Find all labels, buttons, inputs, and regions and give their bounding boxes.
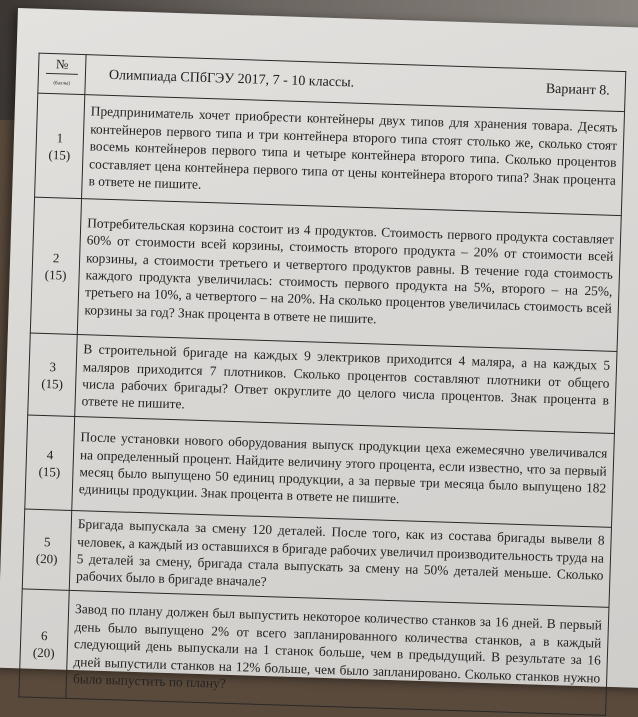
tasks-table [18,53,626,716]
task-text: В строительной бригаде на каждых 9 электриков приходится 4 маляра, а на каждых 5 маляров приходится 7 плотников. Сколько процентов составляют плотники от общего числа рабочих бригады? Ответ округлите до целого числа процентов. Знак процента в ответе не пишите. [75,335,617,434]
task-text: Бригада выпускала за смену 120 деталей. После того, как из состава бригады вывели 8 человек, а каждый из оставшихся в бригаде рабочих увеличил производительность труда на 5 деталей за смену, бригада стала выпускать за смену на 50% деталей меньше. Сколько рабочих было в бригаде вначале? [69,510,611,607]
task-number: 1 [56,129,64,145]
task-number: 4 [46,446,54,462]
task-number-cell [30,197,81,334]
task-number: 5 [43,533,51,549]
task-number: 3 [49,358,57,374]
task-points: (20) [35,550,58,567]
task-points: (15) [48,146,71,163]
task-text: Предприниматель хочет приобрести контейнеры двух типов для хранения товара. Десять контейнеров первого типа и три контейнера второго типа стоят столько же, сколько стоят восемь контейнеров первого типа и четыре контейнера второго типа. Сколько процентов составляет цена контейнера первого типа от цены контейнера второго типа? Знак процента в ответе не пишите. [82,95,625,216]
task-number-cell [28,333,78,416]
task-number: 6 [40,627,48,643]
task-points: (20) [32,644,55,660]
task-text: Завод по плану должен был выпустить некоторое количество станков за 16 дней. В первый день было выпущено 2% от всего запланированного количества станков, а в каждый следующий день выпускали на 1 станок больше, чем в предыдущий. В результате за 16 дней выпустили станков на 12% больше, чем было запланировано. Сколько станков нужно было выпустить по плану? [66,590,609,715]
task-points: (15) [41,375,64,392]
exam-sheet [0,8,638,691]
task-text: После установки нового оборудования выпуск продукции цеха ежемесячно увеличивался на определенный процент. Найдите величину этого процента, если известно, что за первый месяц было выпущено 50 единиц продукции, а за первые три месяца было выпущено 182 единицы продукции. Знак процента в ответе не пишите. [72,416,615,527]
task-row [19,589,609,715]
task-row [30,197,621,351]
task-number-cell [19,589,69,698]
task-row [25,415,615,527]
task-points: (15) [44,266,67,283]
points-label: (баллы) [45,73,78,93]
task-number-cell [25,415,75,510]
task-number-cell [22,509,71,590]
header-number-cell [38,53,86,94]
task-text: Потребительская корзина состоит из 4 продуктов. Стоимость первого продукта составляет 60% от стоимости всей корзины, стоимость второго продукта – 20% от стоимости всей корзины, а стоимости третьего и четвертого продуктов равны. В течение года стоимость каждого продукта увеличилась: стоимость первого продукта на 5%, второго – на 25%, третьего на 10%, а четвертого – на 20%. На сколько процентов увеличилась стоимость всей корзины за год? Знак процента в ответе не пишите. [77,199,621,352]
variant-label: Вариант 8. [545,81,610,99]
number-label: № [55,56,69,72]
task-points: (15) [38,463,61,480]
task-number: 2 [52,249,60,265]
task-number-cell [35,93,85,198]
olympiad-title: Олимпиада СПбГЭУ 2017, 7 - 10 классы. [108,67,355,91]
task-row [35,93,625,215]
